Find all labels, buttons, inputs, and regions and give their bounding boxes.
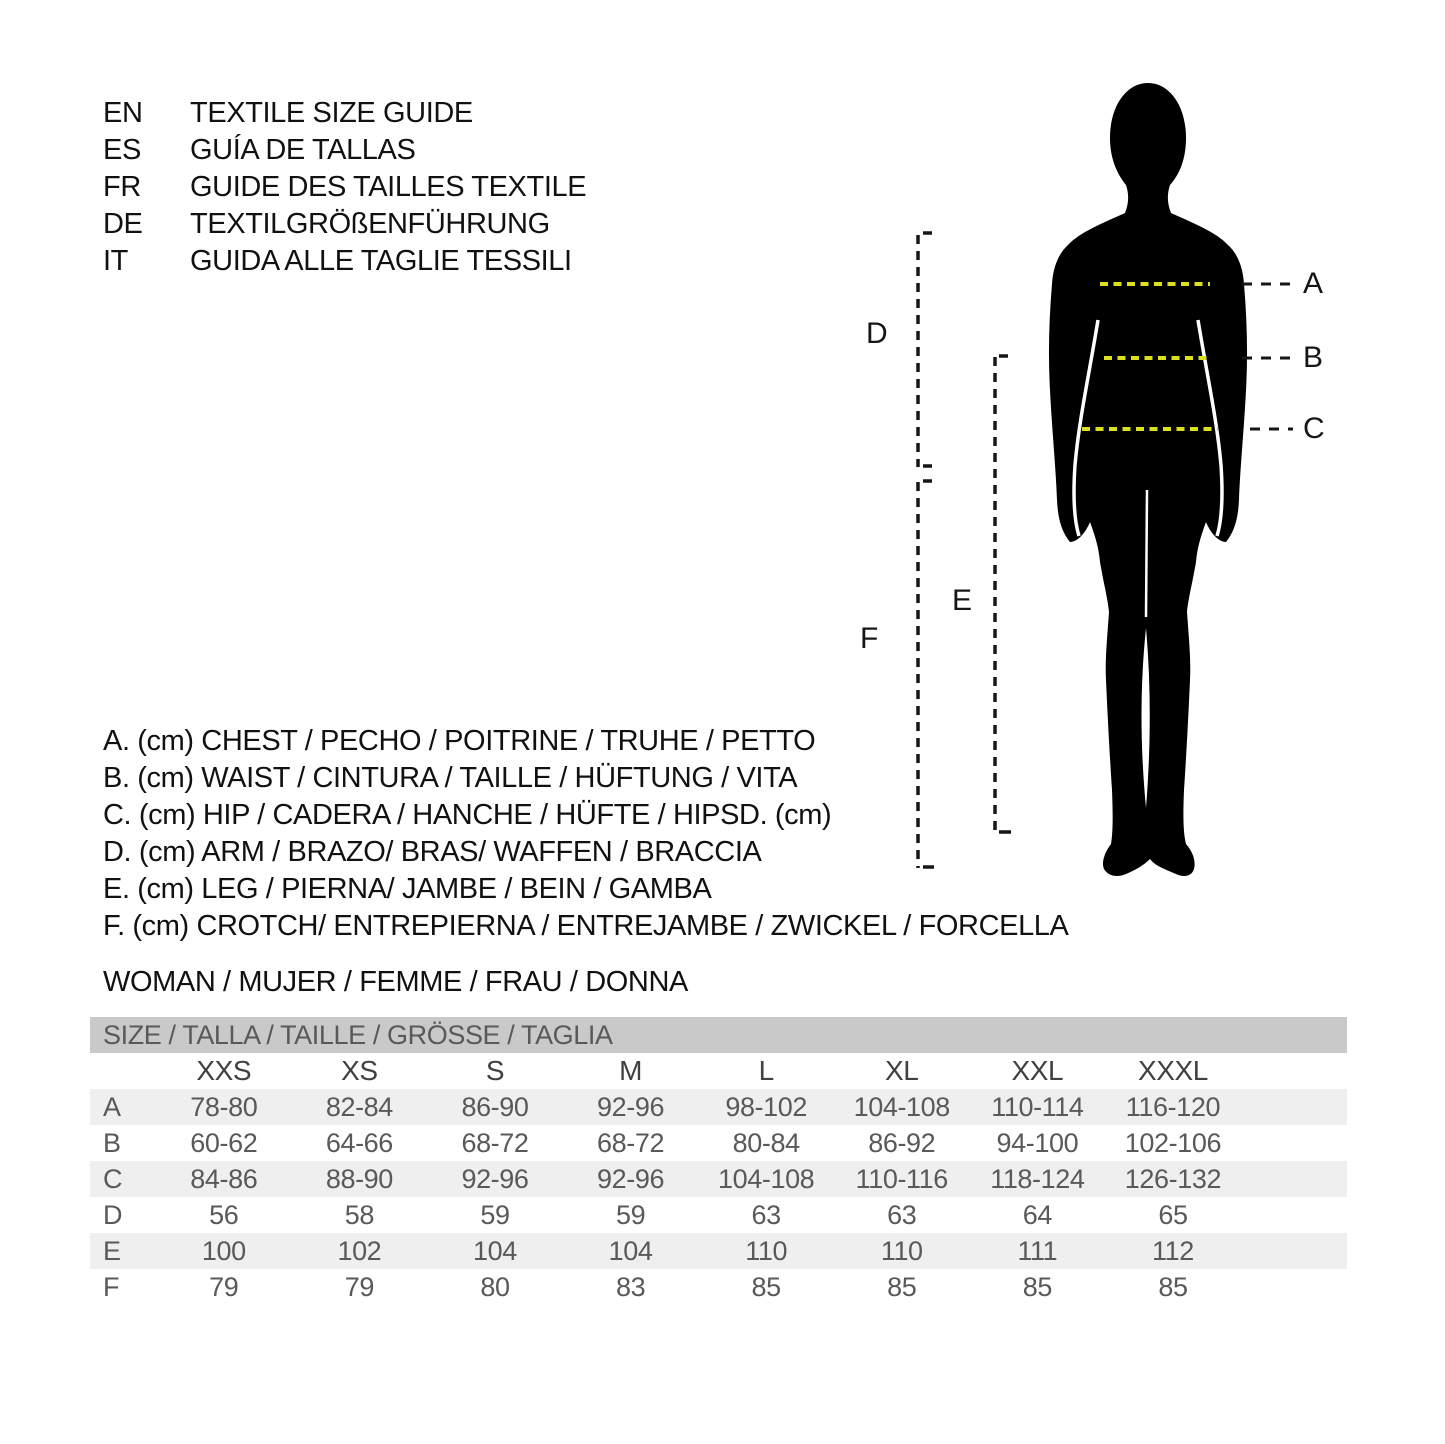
guide-title-text: TEXTILE SIZE GUIDE [190,97,473,129]
size-value-cell: 80 [480,1271,510,1302]
size-value-cell: 110-116 [855,1163,948,1194]
figure-label-leg: E [952,584,973,617]
size-value-cell: 68-72 [461,1127,529,1158]
size-value-cell: 92-96 [597,1163,665,1194]
size-column-header: XL [885,1055,919,1086]
size-value-cell: 110 [880,1235,923,1266]
size-value-cell: 111 [1017,1235,1058,1266]
size-value-cell: 92-96 [461,1163,529,1194]
size-value-cell: 86-90 [461,1091,529,1122]
size-value-cell: 98-102 [725,1091,807,1122]
woman-silhouette [1049,83,1247,876]
size-column-header: S [485,1055,505,1086]
size-column-header: XXL [1011,1055,1064,1086]
size-table-rows [90,1089,1347,1305]
size-value-cell: 112 [1152,1235,1194,1266]
size-value-cell: 63 [887,1199,917,1230]
size-table-header-bar [90,1017,1347,1053]
measure-row-label: F [103,1271,120,1302]
size-value-cell: 68-72 [597,1127,665,1158]
language-row [103,243,586,280]
size-value-cell: 102-106 [1124,1127,1222,1158]
size-table-row [90,1161,1347,1197]
size-value-cell: 104 [473,1235,517,1266]
measurement-legend-line: F. (cm) CROTCH/ ENTREPIERNA / ENTREJAMBE / ZWICKEL / FORCELLA [103,910,1069,942]
size-value-cell: 94-100 [996,1127,1079,1158]
size-value-cell: 63 [751,1199,781,1230]
size-table-row [90,1125,1347,1161]
language-row [103,169,586,206]
size-value-cell: 86-92 [868,1127,936,1158]
guide-title-text: GUIDE DES TAILLES TEXTILE [190,171,587,203]
language-title-list [103,95,586,280]
size-value-cell: 88-90 [325,1163,393,1194]
size-value-cell: 104 [608,1235,653,1266]
measurement-legend-line: D. (cm) ARM / BRAZO/ BRAS/ WAFFEN / BRACCIA [103,836,762,868]
size-column-header: XS [341,1055,378,1086]
size-value-cell: 79 [209,1271,239,1302]
size-value-cell: 100 [201,1235,246,1266]
size-value-cell: 65 [1158,1199,1188,1230]
measurement-legend-line: B. (cm) WAIST / CINTURA / TAILLE / HÜFTUNG / VITA [103,762,798,794]
measurement-legend-line: C. (cm) HIP / CADERA / HANCHE / HÜFTE / HIPSD. (cm) [103,799,832,831]
size-table-row [90,1269,1347,1305]
size-value-cell: 104-108 [853,1091,950,1122]
figure-label-waist: B [1303,341,1324,374]
measure-row-label: C [103,1163,123,1194]
size-value-cell: 79 [344,1271,374,1302]
size-column-header: L [758,1055,774,1086]
language-code: ES [103,134,141,166]
figure-label-chest: A [1303,267,1324,300]
size-value-cell: 64-66 [325,1127,393,1158]
size-value-cell: 102 [337,1235,382,1266]
size-value-cell: 59 [480,1199,510,1230]
guide-title-text: TEXTILGRÖßENFÜHRUNG [190,208,550,240]
size-value-cell: 56 [209,1199,239,1230]
measurement-legend-line: E. (cm) LEG / PIERNA/ JAMBE / BEIN / GAMBA [103,873,712,905]
size-value-cell: 58 [344,1199,374,1230]
size-value-cell: 78-80 [190,1091,258,1122]
language-row [103,95,586,132]
size-column-header: M [619,1055,643,1086]
size-columns-row [90,1053,1347,1089]
figure-label-hip: C [1303,412,1325,445]
size-table [90,1017,1347,1305]
size-value-cell: 104-108 [718,1163,815,1194]
language-code: EN [103,97,143,129]
size-column-header: XXXL [1137,1055,1208,1086]
measure-row-label: A [103,1091,121,1122]
guide-title-text: GUIDA ALLE TAGLIE TESSILI [190,245,572,277]
measure-row-label: B [103,1127,121,1158]
size-value-cell: 60-62 [190,1127,258,1158]
measure-lines-horizontal [1082,284,1293,429]
language-code: IT [103,245,128,277]
figure-label-crotch: F [860,622,879,655]
size-value-cell: 80-84 [732,1127,800,1158]
size-column-header: XXS [196,1055,252,1086]
figure-label-arm: D [866,317,888,350]
size-table-row [90,1089,1347,1125]
size-value-cell: 118-124 [990,1163,1085,1194]
size-value-cell: 64 [1022,1199,1052,1230]
size-value-cell: 59 [615,1199,646,1230]
language-code: DE [103,208,143,240]
size-value-cell: 82-84 [325,1091,393,1122]
size-table-row [90,1197,1347,1233]
size-value-cell: 85 [887,1271,917,1302]
language-code: FR [103,171,141,203]
measure-row-label: D [103,1199,123,1230]
language-row [103,206,586,243]
size-value-cell: 92-96 [597,1091,665,1122]
size-value-cell: 110-114 [991,1091,1084,1122]
measure-row-label: E [103,1235,121,1266]
size-table-row [90,1233,1347,1269]
size-table-header-text: SIZE / TALLA / TAILLE / GRÖSSE / TAGLIA [103,1019,613,1050]
language-row [103,132,586,169]
size-value-cell: 85 [1158,1271,1188,1302]
size-value-cell: 85 [751,1271,781,1302]
size-value-cell: 83 [615,1271,646,1302]
measurement-legend [103,723,1068,945]
size-value-cell: 85 [1022,1271,1052,1302]
size-value-cell: 126-132 [1124,1163,1222,1194]
size-value-cell: 84-86 [190,1163,258,1194]
gender-line: WOMAN / MUJER / FEMME / FRAU / DONNA [103,966,688,998]
guide-title-text: GUÍA DE TALLAS [190,134,416,166]
measurement-legend-line: A. (cm) CHEST / PECHO / POITRINE / TRUHE / PETTO [103,725,816,757]
size-value-cell: 110 [745,1235,788,1266]
size-value-cell: 116-120 [1125,1091,1221,1122]
